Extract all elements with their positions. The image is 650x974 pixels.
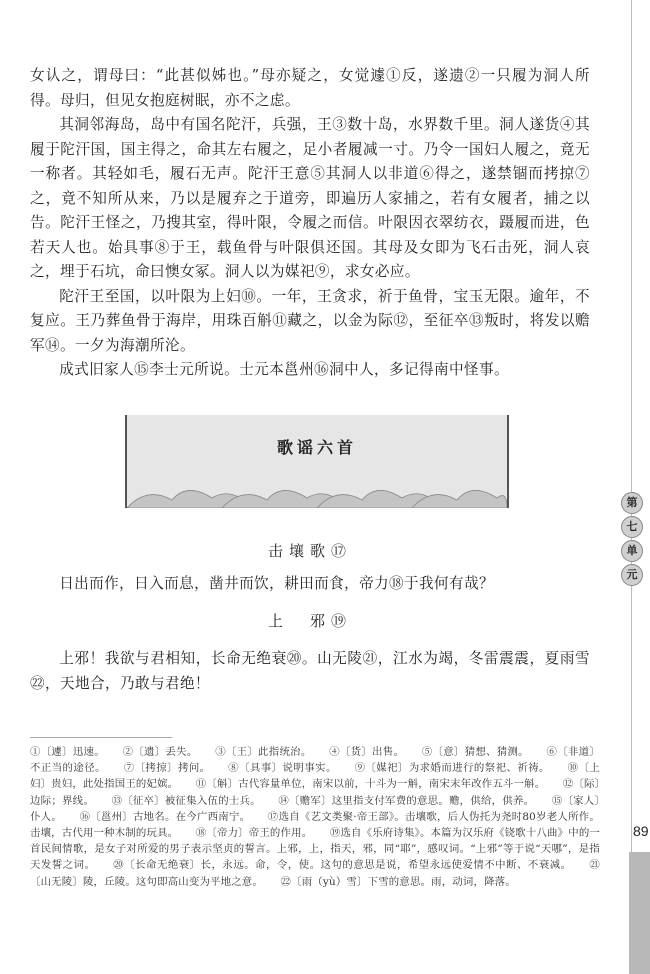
footnote: ③〔王〕此指统治。	[215, 746, 312, 758]
footnote: ㉒〔雨（yù）雪〕下雪的意思。雨，动词，降落。	[280, 875, 516, 888]
footnote: ⑥〔非道〕不正当的途径。	[30, 746, 600, 775]
footnote: ⑱〔帝力〕帝王的作用。	[195, 827, 313, 840]
unit-char: 第	[621, 492, 643, 514]
unit-char: 元	[621, 564, 643, 586]
unit-label	[621, 492, 641, 588]
story-paragraph-2: 其洞邻海岛，岛中有国名陀汗，兵强，王③数十岛，水界数千里。洞人遂货④其履于陀汗国，国主得之，命其左右履之，足小者履减一寸。乃令一国妇人履之，竟无一称者。其轻如毛，履石无声。陀汗王意⑤其洞人以非道⑥得之，遂禁锢而拷掠⑦之，竟不知所从来，乃以是履弃之于道旁，即遍历人家捕之，若有女履者，捕之以告。陀汗王怪之，乃搜其室，得叶限，令履之而信。叶限因衣翠纺衣，蹑履而进，色若天人也。始具事⑧于王，载鱼骨与叶限俱还国。其母及女即为飞石击死，洞人哀之，埋于石坑，命曰懊女冢。洞人以为媒祀⑨，求女必应。	[30, 116, 590, 280]
footnote-divider	[30, 737, 172, 738]
footnote: ⑬〔征卒〕被征集入伍的士兵。	[111, 794, 261, 807]
footnote: ①〔遽〕迅速。	[30, 746, 105, 758]
story-paragraph-3: 陀汗王至国，以叶限为上妇⑩。一年，王贪求，祈于鱼骨，宝玉无限。逾年，不复应。王乃葬鱼骨于海岸，用珠百斛⑪藏之，以金为际⑫，至征卒⑬叛时，将发以赡军⑭。一夕为海潮所沦。	[30, 287, 590, 354]
poem-title-1: 击壤歌⑰	[267, 542, 352, 560]
footnote: ⑨〔媒祀〕为求婚而进行的祭祀、祈祷。	[354, 762, 550, 775]
footnote: ⑦〔拷掠〕拷问。	[123, 762, 211, 775]
footnote: ⑳〔长命无绝衰〕长，永远。命，令，使。这句的意思是说，希望永远使爱情不中断、不衰减。	[113, 859, 572, 872]
poem-body-2: 上邪！我欲与君相知，长命无绝衰⑳。山无陵㉑，江水为竭，冬雷震震，夏雨雪㉒，天地合，乃敢与君绝！	[30, 650, 590, 692]
section-banner	[125, 415, 509, 508]
margin-line	[631, 0, 632, 852]
wave-ornament-icon	[127, 478, 507, 508]
section-title: 歌谣六首	[276, 438, 357, 457]
footnotes	[30, 744, 600, 890]
margin-tab	[629, 852, 650, 974]
poem-body-1: 日出而作，日入而息，凿井而饮，耕田而食，帝力⑱于我何有哉？	[59, 575, 495, 592]
story-paragraph-1: 女认之，谓母曰：“此甚似姊也。”母亦疑之，女觉遽①反，遂遗②一只履为洞人所得。母归，但见女抱庭树眠，亦不之虑。	[30, 67, 590, 109]
poem-text-2	[30, 647, 590, 696]
footnote: ⑰选自《艺文类聚·帝王部》。击壤歌，后人伪托为尧时80岁老人所作。击壤，古代用一种木制的玩具。	[30, 810, 601, 840]
poem-title-2: 上 邪⑲	[267, 612, 352, 630]
footnote: ⑭〔赡军〕这里指支付军费的意思。赡，供给，供养。	[278, 794, 535, 807]
unit-char: 七	[621, 516, 643, 538]
footnote: ⑫〔际〕边际；界线。	[30, 778, 600, 807]
footnote: ⑧〔具事〕说明事实。	[228, 762, 337, 775]
unit-char: 单	[621, 540, 643, 562]
footnote: ㉑〔山无陵〕陵，丘陵。这句即高山变为平地之意。	[30, 859, 600, 888]
footnote: ⑩〔上妇〕贵妇，此处指国王的妃嫔。	[30, 762, 600, 791]
footnote: ②〔遗〕丢失。	[122, 746, 198, 758]
page-number: 89	[633, 823, 649, 839]
footnote: ④〔货〕出售。	[329, 746, 405, 758]
footnote: ⑤〔意〕猜想、猜测。	[421, 746, 529, 758]
footnote: ⑪〔斛〕古代容量单位，南宋以前，十斗为一斛，南宋末年改作五斗一斛。	[195, 778, 546, 791]
poem-text-1	[30, 572, 590, 597]
story-text	[30, 64, 590, 383]
footnote: ⑯〔邕州〕古地名。在今广西南宁。	[79, 810, 251, 823]
footnote: ⑲选自《乐府诗集》。本篇为汉乐府《铙歌十八曲》中的一首民间情歌，是女子对所爱的男子表示坚贞的誓言。上邪，上，指天，邪，同“耶”，感叹词。“上邪”等于说“天哪”，是指天发誓之词。	[30, 827, 600, 872]
story-paragraph-4: 成式旧家人⑮李士元所说。士元本邕州⑯洞中人，多记得南中怪事。	[59, 361, 510, 378]
footnote: ⑮〔家人〕仆人。	[30, 794, 600, 823]
